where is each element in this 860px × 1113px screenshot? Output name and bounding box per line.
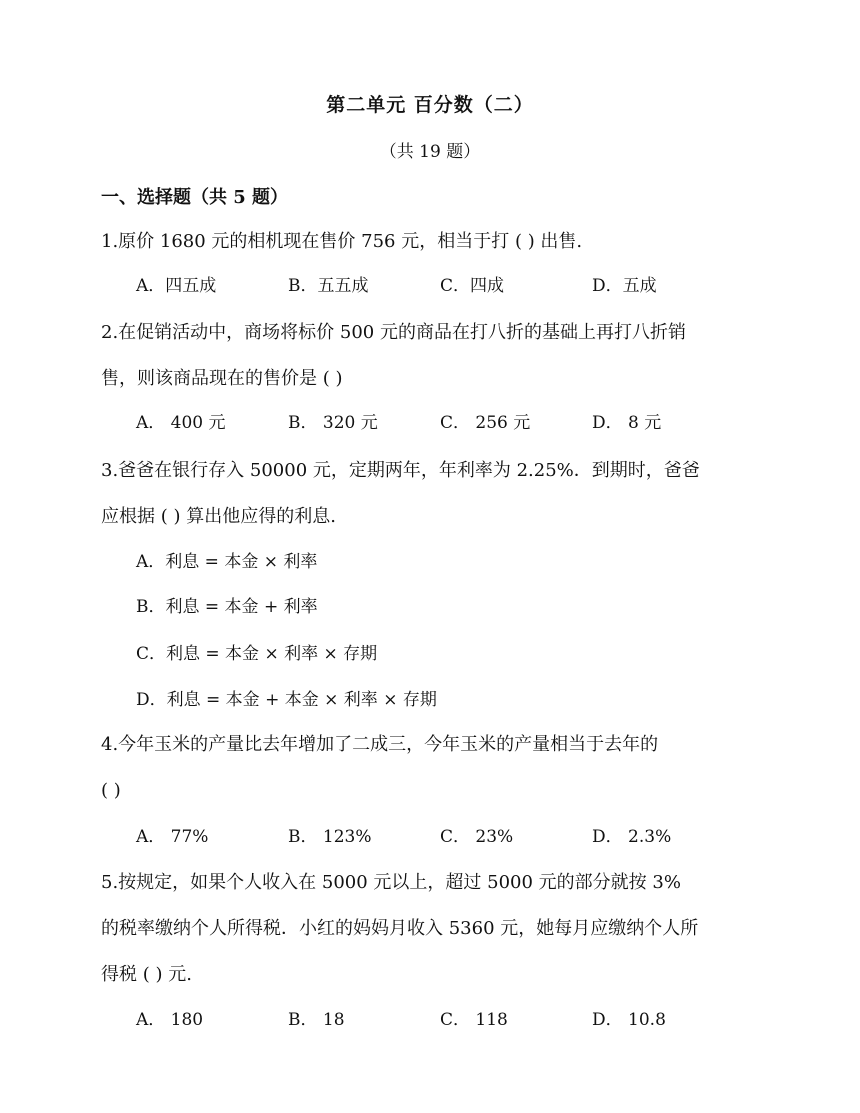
page-title: 第二单元 百分数（二）: [326, 94, 534, 116]
question-4-line-1: 4.今年玉米的产量比去年增加了二成三，今年玉米的产量相当于去年的: [101, 734, 659, 755]
question-1-line-1: 1.原价 1680 元的相机现在售价 756 元，相当于打 ( ) 出售.: [101, 231, 583, 252]
question-5-line-1: 5.按规定，如果个人收入在 5000 元以上，超过 5000 元的部分就按 3%: [101, 872, 681, 893]
question-3-option-a: A．利息 = 本金 × 利率: [136, 552, 318, 572]
question-2-line-2: 售，则该商品现在的售价是 ( ): [101, 368, 343, 389]
question-3-option-d: D．利息 = 本金 + 本金 × 利率 × 存期: [136, 690, 437, 710]
option-d: D． 8 元: [592, 413, 662, 433]
option-d: D． 10.8: [592, 1010, 666, 1030]
option-d: D．五成: [592, 276, 657, 296]
option-b: B． 123%: [288, 827, 372, 847]
option-d: D． 2.3%: [592, 827, 672, 847]
question-1-options: [136, 273, 657, 299]
option-c: C． 23%: [440, 827, 514, 847]
option-a: A． 400 元: [136, 413, 226, 433]
option-b: B． 18: [288, 1010, 345, 1030]
section-heading: 一、选择题（共 5 题）: [101, 187, 289, 208]
question-3-option-c: C．利息 = 本金 × 利率 × 存期: [136, 644, 378, 664]
question-4-line-2: ( ): [101, 780, 121, 801]
option-c: C． 256 元: [440, 413, 531, 433]
option-a: A．四五成: [136, 276, 217, 296]
option-a: A． 180: [136, 1010, 204, 1030]
option-b: B． 320 元: [288, 413, 378, 433]
question-3-option-b: B．利息 = 本金 + 利率: [136, 597, 318, 617]
question-4-options: [136, 824, 671, 850]
question-2-line-1: 2.在促销活动中，商场将标价 500 元的商品在打八折的基础上再打八折销: [101, 322, 686, 343]
option-c: C．四成: [440, 276, 505, 296]
question-5-options: [136, 1007, 666, 1033]
question-3-line-2: 应根据 ( ) 算出他应得的利息.: [101, 506, 336, 527]
question-5-line-2: 的税率缴纳个人所得税．小红的妈妈月收入 5360 元，她每月应缴纳个人所: [101, 918, 699, 939]
option-a: A． 77%: [136, 827, 209, 847]
question-3-line-1: 3.爸爸在银行存入 50000 元，定期两年，年利率为 2.25%．到期时，爸爸: [101, 460, 700, 481]
question-2-options: [136, 410, 661, 436]
question-count: （共 19 题）: [379, 142, 481, 162]
option-b: B．五五成: [288, 276, 369, 296]
question-5-line-3: 得税 ( ) 元.: [101, 964, 192, 985]
option-c: C． 118: [440, 1010, 508, 1030]
